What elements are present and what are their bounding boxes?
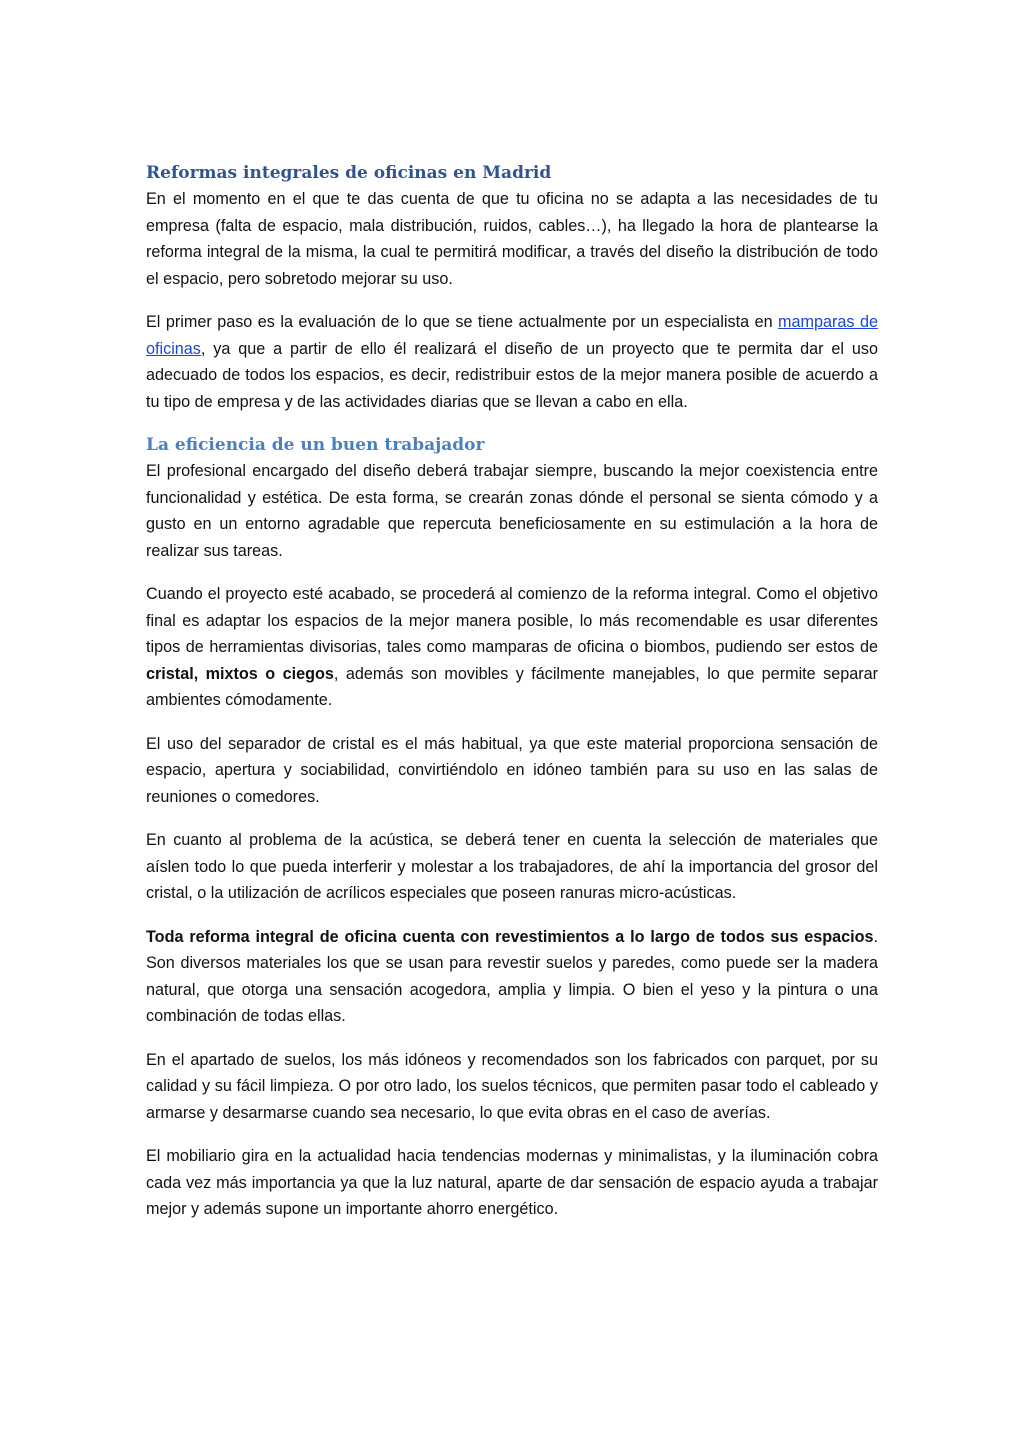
paragraph-primer-paso-text-end: , ya que a partir de ello él realizará el diseño de un proyecto que te permita dar el uso adecuado de todos los espacios, es decir, redistribuir estos de la mejor manera posible de acuerdo a tu tipo de empresa y de las actividades diarias que se llevan a cabo en ella.: [146, 339, 878, 411]
mamparas-de-oficinas-link[interactable]: mamparas de oficinas: [146, 313, 878, 358]
paragraph-primer-paso-text: El primer paso es la evaluación de lo que se tiene actualmente por un especialista en: [146, 313, 779, 331]
heading-reformas-integrales: Reformas integrales de oficinas en Madrid: [146, 163, 552, 183]
bold-cristal-mixtos-ciegos: cristal, mixtos o ciegos: [146, 664, 334, 683]
paragraph-acustica: En cuanto al problema de la acústica, se deberá tener en cuenta la selección de materiales que aíslen todo lo que pueda interferir y molestar a los trabajadores, de ahí la importancia del grosor del cristal, o la utilización de acrílicos especiales que poseen ranuras micro-acústicas.: [146, 831, 878, 902]
paragraph-proyecto-acabado: [146, 581, 878, 714]
paragraph-proyecto-acabado-text-end: , además son movibles y fácilmente manejables, lo que permite separar ambientes cómodamente.: [146, 664, 878, 709]
paragraph-separador-cristal: El uso del separador de cristal es el más habitual, ya que este material proporciona sensación de espacio, apertura y sociabilidad, convirtiéndolo en idóneo también para su uso en las salas de reuniones o comedores.: [146, 734, 878, 806]
paragraph-proyecto-acabado-text: Cuando el proyecto esté acabado, se procederá al comienzo de la reforma integral. Como el objetivo final es adaptar los espacios de la mejor manera posible, lo más recomendable es usar diferentes tipos de herramientas divisorias, tales como mamparas de oficina o biombos, pudiendo ser estos de: [146, 585, 878, 656]
paragraph-suelos: En el apartado de suelos, los más idóneos y recomendados son los fabricados con parquet, por su calidad y su fácil limpieza. O por otro lado, los suelos técnicos, que permiten pasar todo el cableado y armarse y desarmarse cuando sea necesario, lo que evita obras en el caso de averías.: [146, 1050, 878, 1122]
paragraph-mobiliario: El mobiliario gira en la actualidad hacia tendencias modernas y minimalistas, y la iluminación cobra cada vez más importancia ya que la luz natural, aparte de dar sensación de espacio ayuda a trabajar mejor y además supone un importante ahorro energético.: [146, 1147, 878, 1218]
heading-eficiencia-trabajador: La eficiencia de un buen trabajador: [146, 435, 485, 455]
paragraph-primer-paso: [146, 309, 878, 415]
paragraph-revestimientos: [146, 924, 878, 1030]
bold-revestimientos: Toda reforma integral de oficina cuenta con revestimientos a lo largo de todos sus espacios: [146, 927, 874, 946]
document-page: [146, 160, 878, 1240]
paragraph-profesional: El profesional encargado del diseño deberá trabajar siempre, buscando la mejor coexistencia entre funcionalidad y estética. De esta forma, se crearán zonas dónde el personal se sienta cómodo y a gusto en un entorno agradable que repercuta beneficiosamente en su estimulación a la hora de realizar sus tareas.: [146, 462, 878, 560]
paragraph-revestimientos-text: . Son diversos materiales los que se usan para revestir suelos y paredes, como puede ser la madera natural, que otorga una sensación acogedora, amplia y limpia. O bien el yeso y la pintura o una combinación de todas ellas.: [146, 927, 878, 1025]
paragraph-intro: En el momento en el que te das cuenta de que tu oficina no se adapta a las necesidades de tu empresa (falta de espacio, mala distribución, ruidos, cables…), ha llegado la hora de plantearse la reforma integral de la misma, la cual te permitirá modificar, a través del diseño la distribución de todo el espacio, pero sobretodo mejorar su uso.: [146, 190, 878, 288]
